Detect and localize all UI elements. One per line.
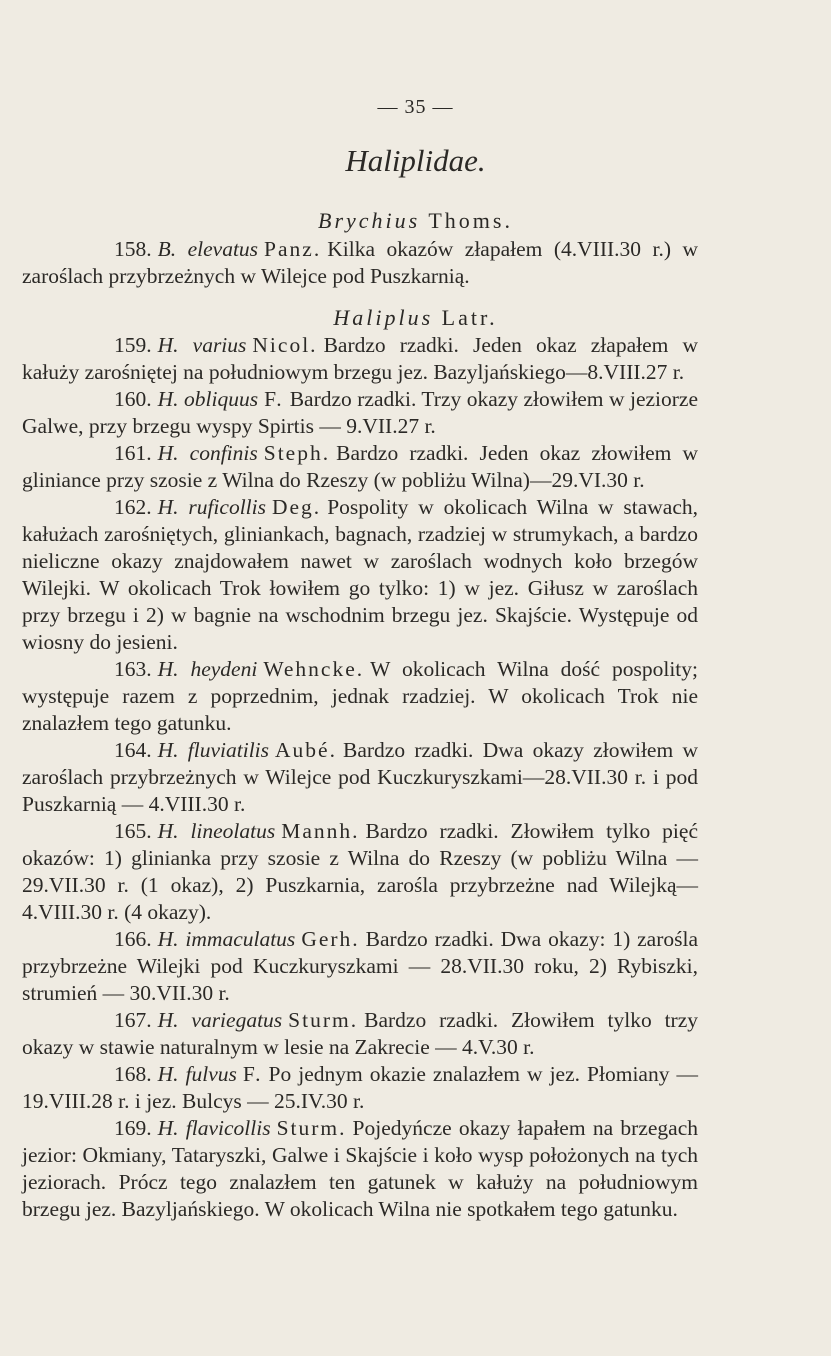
- genus-heading-brychius: [0, 208, 831, 234]
- species-entries: [22, 236, 698, 1223]
- entry-text: Bardzo rzadki. Jeden okaz złowiłem w gliniance przy szosie z Wilna do Rzeszy (w pobliżu Wilna)—29.VI.30 r.: [22, 441, 699, 492]
- entry-text: Pojedyńcze okazy łapałem na brzegach jezior: Okmiany, Tataryszki, Galwe i Skajście i koło wysp położonych na tych jeziorach. Prócz tego znalazłem ten gatunek w kałuży na południowym brzegu jez. Bazyljańskiego. W okolicach Wilna nie spotkałem tego gatunku.: [22, 1116, 698, 1221]
- entry-number: 160.: [114, 387, 152, 411]
- species-name: H. heydeni: [157, 657, 258, 681]
- species-author: Gerh.: [301, 927, 360, 951]
- species-author: Mannh.: [281, 819, 360, 843]
- species-entry: [22, 1007, 698, 1061]
- species-author: Sturm.: [276, 1116, 347, 1140]
- entry-text: Pospolity w okolicach Wilna w stawach, kałużach zarośniętych, gliniankach, bagnach, rzadziej w strumykach, a bardzo nieliczne okazy znajdowałem nawet w zaroślach wodnych koło brzegów Wilejki. W okolicach Trok łowiłem go tylko: 1) w jez. Giłusz w zaroślach przy brzegu i 2) w bagnie na wschodnim brzegu jez. Skajście. Występuje od wiosny do jesieni.: [22, 495, 698, 654]
- entry-text: Po jednym okazie znalazłem w jez. Płomiany — 19.VIII.28 r. i jez. Bulcys — 25.IV.30 r.: [22, 1062, 698, 1113]
- species-entry: [22, 737, 698, 818]
- genus-author: Latr.: [441, 305, 498, 330]
- entry-number: 161.: [114, 441, 152, 465]
- entry-text: Bardzo rzadki. Złowiłem tylko pięć okazów: 1) glinianka przy szosie z Wilna do Rzeszy (w pobliżu Wilna — 29.VII.30 r. (1 okaz), 2) Puszkarnia, zarośla przybrzeżne nad Wilejką—4.VIII.30 r. (4 okazy).: [22, 819, 698, 924]
- entry-number: 166.: [114, 927, 152, 951]
- species-name: B. elevatus: [157, 237, 259, 261]
- species-name: H. ruficollis: [157, 495, 266, 519]
- entry-number: 168.: [114, 1062, 152, 1086]
- species-author: Aubé.: [275, 738, 337, 762]
- species-name: H. variegatus: [157, 1008, 283, 1032]
- species-entry: [22, 386, 698, 440]
- species-author: Sturm.: [288, 1008, 359, 1032]
- entry-number: 162.: [114, 495, 152, 519]
- species-author: F.: [242, 1062, 263, 1086]
- species-entry: [22, 818, 698, 926]
- species-entry: [22, 656, 698, 737]
- species-author: Nicol.: [252, 333, 318, 357]
- entry-text: Kilka okazów złapałem (4.VIII.30 r.) w zaroślach przybrzeżnych w Wilejce pod Puszkarnią.: [22, 237, 698, 288]
- species-name: H. fluviatilis: [157, 738, 270, 762]
- species-entry: [22, 1061, 698, 1115]
- entry-number: 163.: [114, 657, 152, 681]
- genus-author: Thoms.: [428, 208, 513, 233]
- species-entry: [22, 332, 698, 386]
- species-author: Panz.: [264, 237, 322, 261]
- entry-text: Bardzo rzadki. Trzy okazy złowiłem w jeziorze Galwe, przy brzegu wyspy Spirtis — 9.VII.27 r.: [22, 387, 699, 438]
- species-author: Steph.: [263, 441, 331, 465]
- page-number: — 35 —: [377, 96, 454, 118]
- entry-number: 165.: [114, 819, 152, 843]
- species-name: H. flavicollis: [157, 1116, 271, 1140]
- species-name: H. lineolatus: [157, 819, 276, 843]
- species-name: H. immaculatus: [157, 927, 296, 951]
- species-entry: [22, 926, 698, 1007]
- entry-number: 169.: [114, 1116, 152, 1140]
- genus-name: Brychius: [318, 208, 421, 233]
- entry-number: 158.: [114, 237, 152, 261]
- species-author: Wehncke.: [263, 657, 365, 681]
- entry-text: Bardzo rzadki. Jeden okaz złapałem w kałuży zarośniętej na południowym brzegu jez. Bazyljańskiego—8.VIII.27 r.: [22, 333, 698, 384]
- entry-number: 164.: [114, 738, 152, 762]
- entry-number: 159.: [114, 333, 152, 357]
- species-entry: [22, 440, 698, 494]
- species-name: H. confinis: [157, 441, 258, 465]
- species-name: H. obliquus: [157, 387, 259, 411]
- entry-text: Bardzo rzadki. Dwa okazy złowiłem w zaroślach przybrzeżnych w Wilejce pod Kuczkuryszkami—28.VII.30 r. i pod Puszkarnią — 4.VIII.30 r.: [22, 738, 698, 816]
- species-entry: [22, 494, 698, 656]
- species-name: H. fulvus: [157, 1062, 237, 1086]
- entry-text: W okolicach Wilna dość pospolity; występuje razem z poprzednim, jednak rzadziej. W okolicach Trok nie znalazłem tego gatunku.: [22, 657, 698, 735]
- family-heading: Haliplidae.: [345, 143, 486, 178]
- species-entry: [22, 1115, 698, 1223]
- species-author: Deg.: [271, 495, 322, 519]
- entry-number: 167.: [114, 1008, 152, 1032]
- genus-name: Haliplus: [333, 305, 434, 330]
- species-author: F.: [264, 387, 284, 411]
- species-name: H. varius: [157, 333, 247, 357]
- entry-text: Bardzo rzadki. Złowiłem tylko trzy okazy w stawie naturalnym w lesie na Zakrecie — 4.V.30 r.: [22, 1008, 698, 1059]
- entry-text: Bardzo rzadki. Dwa okazy: 1) zarośla przybrzeżne Wilejki pod Kuczkuryszkami — 28.VII.30 roku, 2) Rybiszki, strumień — 30.VII.30 r.: [22, 927, 698, 1005]
- species-entry: [22, 236, 698, 290]
